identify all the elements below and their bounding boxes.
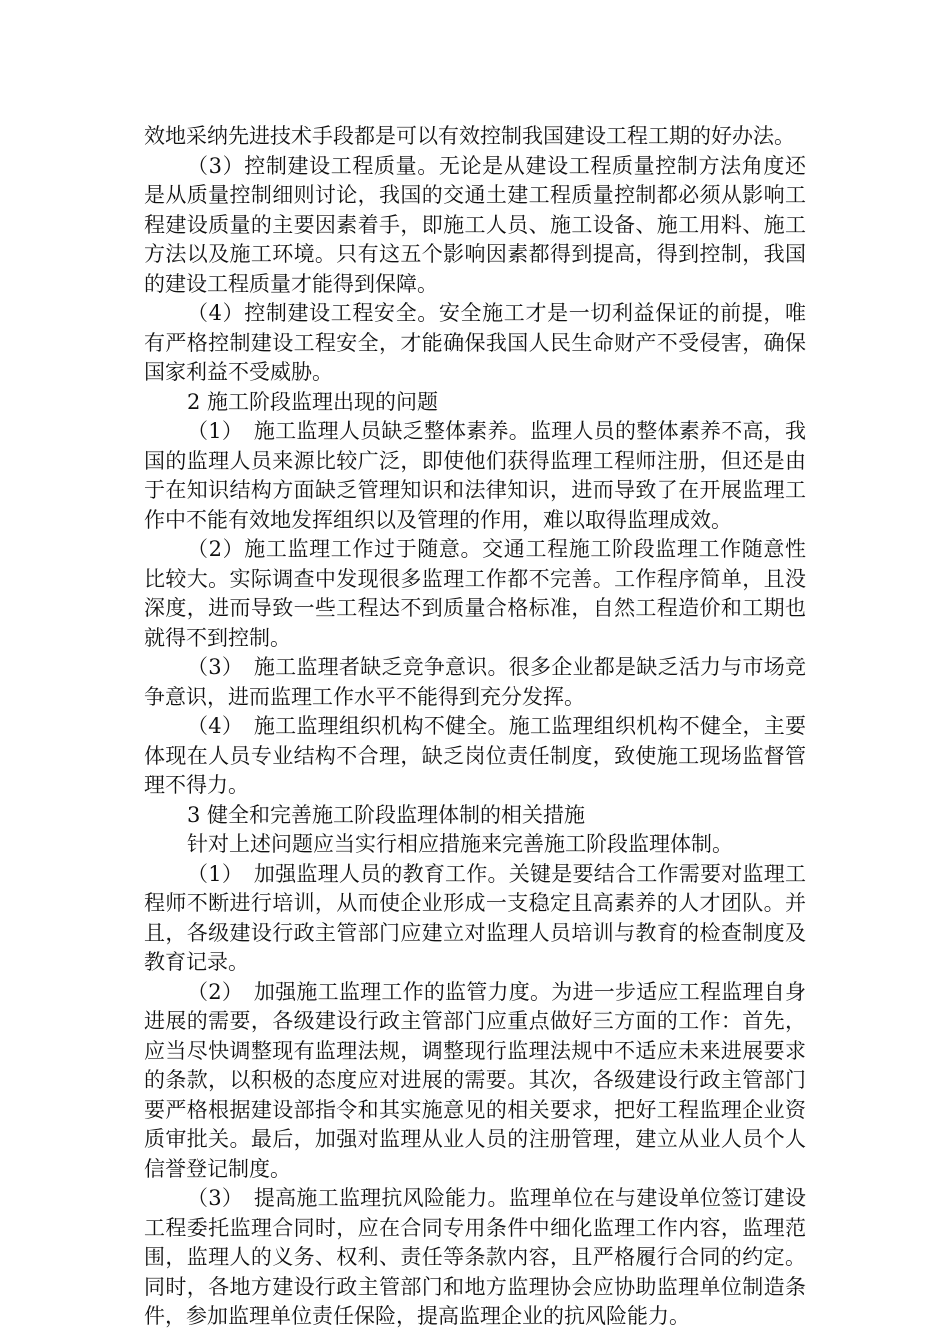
paragraph-continuation: 效地采纳先进技术手段都是可以有效控制我国建设工程工期的好办法。 [144,124,795,148]
paragraph-measure-2: （2） 加强施工监理工作的监管力度。为进一步适应工程监理自身进展的需要，各级建设行政主管部门应重点做好三方面的工作：首先，应当尽快调整现有监理法规，调整现行监理法规中不适应未来进展要求的条款，以积极的态度应对进展的需要。其次，各级建设行政主管部门要严格根据建设部指令和其实施意见的相关要求，把好工程监理企业资质审批关。最后，加强对监理从业人员的注册管理，建立从业人员个人信誉登记制度。 [144,979,806,1181]
paragraph-problem-2: （2）施工监理工作过于随意。交通工程施工阶段监理工作随意性比较大。实际调查中发现很多监理工作都不完善。工作程序简单，且没深度，进而导致一些工程达不到质量合格标准，自然工程造价和工期也就得不到控制。 [144,537,806,650]
paragraph-problem-1: （1） 施工监理人员缺乏整体素养。监理人员的整体素养不高，我国的监理人员来源比较广泛，即使他们获得监理工程师注册，但还是由于在知识结构方面缺乏管理知识和法律知识，进而导致了在开展监理工作中不能有效地发挥组织以及管理的作用，难以取得监理成效。 [144,419,806,532]
document-body [144,122,806,1332]
section-heading-2: 2 施工阶段监理出现的问题 [187,389,439,414]
paragraph-safety-control: （4）控制建设工程安全。安全施工才是一切利益保证的前提，唯有严格控制建设工程安全，才能确保我国人民生命财产不受侵害，确保国家利益不受威胁。 [144,301,806,384]
paragraph-quality-control: （3）控制建设工程质量。无论是从建设工程质量控制方法角度还是从质量控制细则讨论，我国的交通土建工程质量控制都必须从影响工程建设质量的主要因素着手，即施工人员、施工设备、施工用料、施工方法以及施工环境。只有这五个影响因素都得到提高，得到控制，我国的建设工程质量才能得到保障。 [144,153,806,296]
section-heading-3: 3 健全和完善施工阶段监理体制的相关措施 [187,802,586,827]
paragraph-problem-3: （3） 施工监理者缺乏竞争意识。很多企业都是缺乏活力与市场竞争意识，进而监理工作水平不能得到充分发挥。 [144,655,806,709]
paragraph-measure-3: （3） 提高施工监理抗风险能力。监理单位在与建设单位签订建设工程委托监理合同时，应在合同专用条件中细化监理工作内容，监理范围，监理人的义务、权利、责任等条款内容，且严格履行合同的约定。同时，各地方建设行政主管部门和地方监理协会应协助监理单位制造条件，参加监理单位责任保险，提高监理企业的抗风险能力。 [144,1186,806,1328]
paragraph-problem-4: （4） 施工监理组织机构不健全。施工监理组织机构不健全，主要体现在人员专业结构不合理，缺乏岗位责任制度，致使施工现场监督管理不得力。 [144,714,806,797]
paragraph-measure-1: （1） 加强监理人员的教育工作。关键是要结合工作需要对监理工程师不断进行培训，从而使企业形成一支稳定且高素养的人才团队。并且，各级建设行政主管部门应建立对监理人员培训与教育的检查制度及教育记录。 [144,861,806,974]
paragraph-measures-intro: 针对上述问题应当实行相应措施来完善施工阶段监理体制。 [187,832,733,856]
